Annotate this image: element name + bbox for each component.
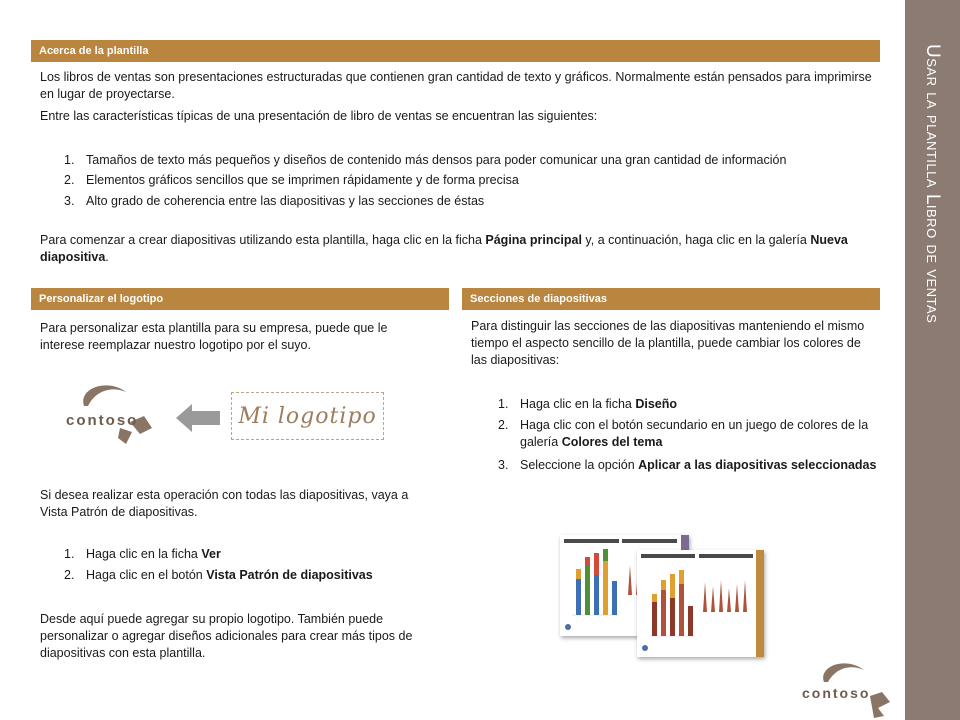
- about-p3-bold-1: Página principal: [485, 233, 582, 247]
- about-item-1: 1. Tamaños de texto más pequeños y diseños de contenido más densos para poder comunicar una gran cantidad de información: [64, 153, 787, 167]
- sections-item-1-a: Haga clic en la ficha: [520, 397, 636, 411]
- about-paragraph-2: [40, 108, 875, 125]
- logo-paragraph-2: [40, 487, 435, 521]
- sections-item-2-a: Haga clic con el botón secundario en un juego de colores de la galería: [520, 418, 869, 449]
- logo-p2: Si desea realizar esta operación con todas las diapositivas, vaya a Vista Patrón de diapositivas.: [40, 488, 409, 519]
- logo-item-2-a: Haga clic en el botón: [86, 568, 207, 582]
- logo-p1: Para personalizar esta plantilla para su empresa, puede que le interese reemplazar nuestro logotipo por el suyo.: [40, 321, 388, 352]
- logo-paragraph-3: [40, 611, 440, 662]
- about-p3-e: .: [105, 250, 109, 264]
- section-header-about: Acerca de la plantilla: [31, 40, 880, 62]
- slide-thumbnail-front: [637, 550, 764, 657]
- logo-item-2-b: Vista Patrón de diapositivas: [206, 568, 373, 582]
- logo-item-2: 2. Haga clic en el botón Vista Patrón de diapositivas: [64, 568, 373, 582]
- sections-item-3: 3. Seleccione la opción Aplicar a las diapositivas seleccionadas: [498, 458, 877, 472]
- contoso-logo: [60, 376, 160, 446]
- slide-thumbnail-front-image: [637, 550, 764, 657]
- logo-item-1-b: Ver: [201, 547, 221, 561]
- about-paragraph-1: [40, 69, 875, 103]
- about-item-1-text: Tamaños de texto más pequeños y diseños de contenido más densos para poder comunicar una gran cantidad de información: [86, 153, 787, 167]
- about-item-3-text: Alto grado de coherencia entre las diapositivas y las secciones de éstas: [86, 194, 485, 208]
- sections-item-3-a: Seleccione la opción: [520, 458, 639, 472]
- logo-item-1: 1. Haga clic en la ficha Ver: [64, 547, 221, 561]
- sections-item-1: 1. Haga clic en la ficha Diseño: [498, 397, 678, 411]
- sections-item-1-b: Diseño: [635, 397, 678, 411]
- about-p3-bold-2: Nueva diapositiva: [40, 233, 848, 264]
- about-paragraph-3: [40, 232, 875, 266]
- sections-item-2: 2. Haga clic con el botón secundario en un juego de colores de la galería Colores del tema: [498, 418, 869, 449]
- contoso-logo-text: contoso: [66, 412, 139, 429]
- sections-p1: Para distinguir las secciones de las diapositivas manteniendo el mismo tiempo el aspecto sencillo de la plantilla, puede cambiar los colores de las diapositivas:: [471, 319, 865, 367]
- logo-p3: Desde aquí puede agregar su propio logotipo. También puede personalizar o agregar diseños adicionales para crear más tipos de diapositivas con esta plantilla.: [40, 612, 413, 660]
- footer-contoso-logo: [796, 656, 896, 720]
- footer-contoso-logo-text: contoso: [802, 685, 871, 701]
- logo-item-1-a: Haga clic en la ficha: [86, 547, 202, 561]
- about-p3-c: y, a continuación, haga clic en la galería: [581, 233, 811, 247]
- about-p2: Entre las características típicas de una presentación de libro de ventas se encuentran las siguientes:: [40, 109, 598, 123]
- about-item-3: 3. Alto grado de coherencia entre las diapositivas y las secciones de éstas: [64, 194, 485, 208]
- sections-paragraph-1: [471, 318, 876, 369]
- about-p3-a: Para comenzar a crear diapositivas utilizando esta plantilla, haga clic en la ficha: [40, 233, 486, 247]
- about-p1: Los libros de ventas son presentaciones estructuradas que contienen gran cantidad de texto y gráficos. Normalmente están pensados para imprimirse en lugar de proyectarse.: [40, 70, 872, 101]
- sections-item-2-b: Colores del tema: [561, 435, 663, 449]
- side-title-text: Usar la plantilla Libro de ventas: [922, 44, 943, 324]
- about-item-2-text: Elementos gráficos sencillos que se imprimen rápidamente y de forma precisa: [86, 173, 519, 187]
- section-header-sections: Secciones de diapositivas: [462, 288, 880, 310]
- sections-item-3-b: Aplicar a las diapositivas seleccionadas: [638, 458, 877, 472]
- my-logo-placeholder: Mi logotipo: [231, 392, 384, 440]
- section-header-logo: Personalizar el logotipo: [31, 288, 449, 310]
- logo-paragraph-1: [40, 320, 435, 354]
- about-item-2: 2. Elementos gráficos sencillos que se imprimen rápidamente y de forma precisa: [64, 173, 519, 187]
- arrow-left-icon: [176, 404, 220, 432]
- side-title: [907, 0, 957, 720]
